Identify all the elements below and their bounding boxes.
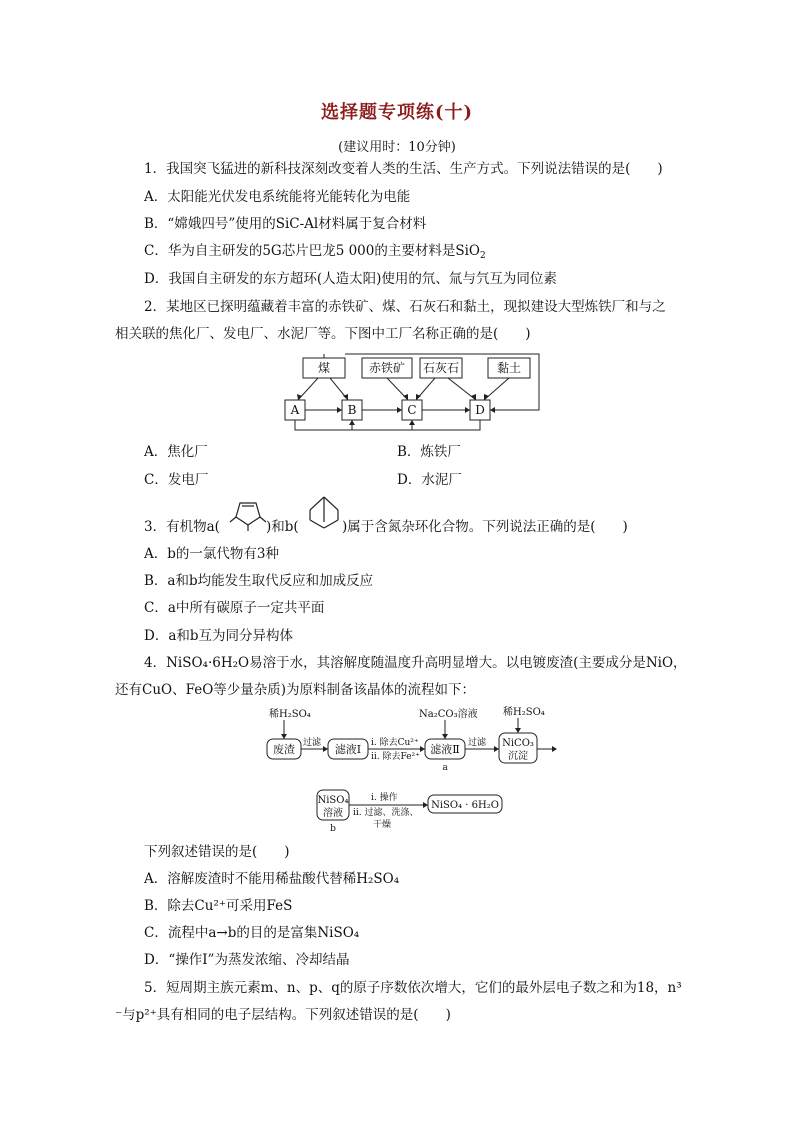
diagram-label-c: C (407, 403, 417, 417)
flow-label-step-ii: ⅱ. 除去Fe²⁺ (371, 752, 420, 762)
flow-label-acid2: 稀H₂SO₄ (503, 707, 545, 718)
flow-label-step-i: ⅰ. 除去Cu²⁺ (371, 738, 419, 748)
q2-option-a: A．焦化厂 (144, 444, 208, 460)
q1-option-b: B．“嫦娥四号”使用的SiC-Al材料属于复合材料 (144, 216, 427, 232)
q5-stem-line2: ⁻与p²⁺具有相同的电子层结构。下列叙述错误的是( ) (115, 1007, 451, 1023)
q1-stem: 1．我国突飞猛进的新科技深刻改变着人类的生活、生产方式。下列说法错误的是( ) (144, 161, 663, 177)
flow-label-filtrate1: 滤液Ⅰ (334, 743, 362, 756)
flow-label-niso4: NiSO₄ (317, 795, 349, 806)
q4-option-c: C．流程中a→b的目的是富集NiSO₄ (144, 925, 360, 941)
q3-option-c: C．a中所有碳原子一定共平面 (144, 600, 325, 616)
flow-label-filtrate2: 滤液Ⅱ (430, 743, 460, 756)
flow-label-a: a (442, 763, 448, 773)
q4-stem-line1: 4．NiSO₄·6H₂O易溶于水，其溶解度随温度升高明显增大。以电镀废渣(主要成分是NiO， (144, 655, 687, 671)
q4-stem-line2: 还有CuO、FeO等少量杂质)为原料制备该晶体的流程如下： (115, 682, 476, 698)
q2-option-c: C．发电厂 (144, 472, 209, 488)
q3-option-a: A．b的一氯代物有3种 (144, 546, 279, 562)
diagram-label-clay: 黏土 (496, 361, 522, 375)
flow-label-solution: 溶液 (323, 808, 343, 819)
flow-label-precipitate: 沉淀 (508, 751, 528, 762)
q3-stem-part2: )和b( (266, 519, 299, 535)
q2-stem-line2: 相关联的焦化厂、发电厂、水泥厂等。下图中工厂名称正确的是( ) (115, 326, 531, 342)
q3-option-b: B．a和b均能发生取代反应和加成反应 (144, 573, 374, 589)
quinuclidine-structure (304, 494, 344, 532)
diagram-label-a: A (290, 403, 300, 417)
flow-label-op-ii: ⅱ. 过滤、洗涤、 (353, 808, 419, 818)
flow-label-product: NiSO₄ · 6H₂O (431, 800, 499, 811)
diagram-label-limestone: 石灰石 (422, 361, 460, 375)
diagram-label-hematite: 赤铁矿 (368, 361, 406, 375)
flow-label-op-ii-dry: 干燥 (373, 820, 392, 830)
q3-stem-part3: )属于含氮杂环化合物。下列说法正确的是( ) (342, 519, 628, 535)
flow-label-filter1: 过滤 (303, 738, 322, 748)
flow-label-filter2: 过滤 (468, 738, 487, 748)
q5-stem-line1: 5．短周期主族元素m、n、p、q的原子序数依次增大，它们的最外层电子数之和为18，n³ (144, 980, 682, 996)
flow-label-nico3: NiCO₃ (502, 738, 534, 749)
q4-option-a: A．溶解废渣时不能用稀盐酸代替稀H₂SO₄ (144, 871, 400, 887)
pyrrole-structure (228, 495, 268, 533)
q1-option-c: C．华为自主研发的5G芯片巴龙5 000的主要材料是SiO$_2$ (144, 243, 486, 261)
process-flowchart (255, 706, 560, 834)
q2-stem-line1: 2．某地区已探明蕴藏着丰富的赤铁矿、煤、石灰石和黏土，现拟建设大型炼铁厂和与之 (144, 299, 666, 315)
diagram-label-d: D (475, 403, 485, 417)
q2-option-b: B．炼铁厂 (397, 444, 461, 460)
diagram-label-b: B (347, 403, 357, 417)
q3-stem-part1: 3．有机物a( (144, 519, 220, 535)
factory-diagram (280, 350, 550, 435)
flow-label-op-i: ⅰ. 操作 (371, 793, 398, 803)
q4-ask: 下列叙述错误的是( ) (144, 844, 290, 860)
flow-label-na2co3: Na₂CO₃溶液 (419, 709, 478, 720)
flow-label-waste: 废渣 (273, 743, 295, 756)
q4-option-b: B．除去Cu²⁺可采用FeS (144, 898, 293, 914)
time-note: (建议用时：10分钟) (338, 140, 456, 155)
diagram-label-coal: 煤 (317, 361, 331, 375)
q2-option-d: D．水泥厂 (397, 472, 462, 488)
q1-option-d: D．我国自主研发的东方超环(人造太阳)使用的氘、氚与氕互为同位素 (144, 271, 557, 287)
q3-option-d: D．a和b互为同分异构体 (144, 628, 294, 644)
flow-label-acid1: 稀H₂SO₄ (269, 709, 311, 720)
page-title: 选择题专项练(十) (320, 102, 474, 123)
q1-option-a: A．太阳能光伏发电系统能将光能转化为电能 (144, 189, 411, 205)
q4-option-d: D．“操作Ⅰ”为蒸发浓缩、冷却结晶 (144, 952, 350, 968)
flow-label-b: b (330, 824, 336, 834)
